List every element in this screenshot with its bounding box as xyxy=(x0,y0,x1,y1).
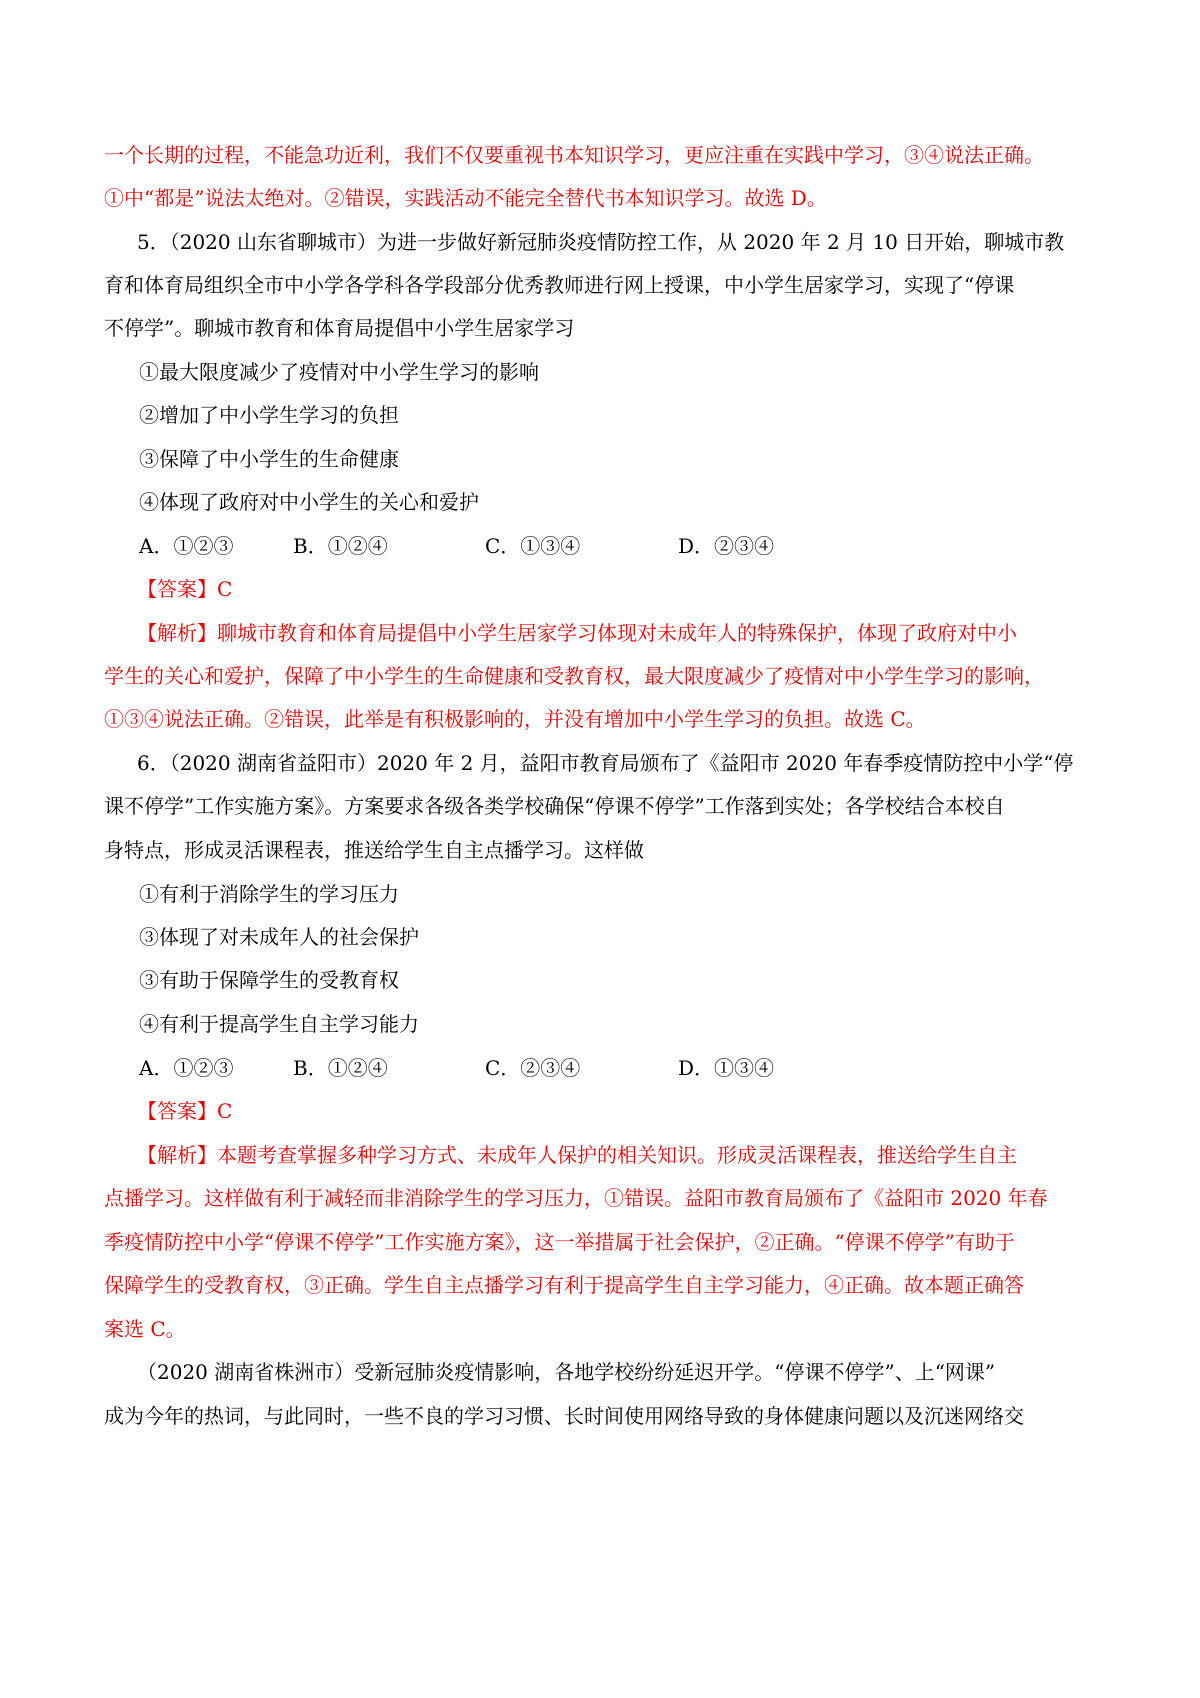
q5-option-b: B．①②④ xyxy=(293,534,388,558)
answer-label: 【答案】 xyxy=(137,1099,217,1123)
q6-item-1: ①有利于消除学生的学习压力 xyxy=(139,882,399,906)
analysis-label: 【解析】 xyxy=(137,621,217,645)
q5-answer xyxy=(137,575,232,603)
prev-analysis-line-2: ①中“都是”说法太绝对。②错误，实践活动不能完全替代书本知识学习。故选 D。 xyxy=(104,186,827,210)
q5-analysis-line-1 xyxy=(137,619,1017,647)
q6-stem-line-2: 课不停学”工作实施方案》。方案要求各级各类学校确保“停课不停学”工作落到实处；各学校结合本校自 xyxy=(104,794,1005,818)
q5-analysis-line-3: ①③④说法正确。②错误，此举是有积极影响的，并没有增加中小学生学习的负担。故选 C。 xyxy=(104,707,926,731)
q5-stem-line-2: 育和体育局组织全市中小学各学科各学段部分优秀教师进行网上授课，中小学生居家学习，实现了“停课 xyxy=(104,273,1015,297)
q6-item-4: ④有利于提高学生自主学习能力 xyxy=(139,1012,419,1036)
q5-item-3: ③保障了中小学生的生命健康 xyxy=(139,447,399,471)
q5-option-a: A．①②③ xyxy=(139,534,234,558)
analysis-label: 【解析】 xyxy=(137,1143,217,1167)
answer-value: C xyxy=(217,577,233,601)
q5-option-c: C．①③④ xyxy=(485,534,581,558)
prev-analysis-line-1: 一个长期的过程，不能急功近利，我们不仅要重视书本知识学习，更应注重在实践中学习，③④说法正确。 xyxy=(104,143,1044,167)
q6-analysis-line-1 xyxy=(137,1141,1017,1169)
q6-stem-line-3: 身特点，形成灵活课程表，推送给学生自主点播学习。这样做 xyxy=(104,838,644,862)
q6-analysis-line-5: 案选 C。 xyxy=(104,1317,186,1341)
q6-option-b: B．①②④ xyxy=(293,1056,388,1080)
q6-option-d: D．①③④ xyxy=(678,1056,775,1080)
q7-stem-line-1: （2020 湖南省株洲市）受新冠肺炎疫情影响，各地学校纷纷延迟开学。“停课不停学”、上“网课” xyxy=(137,1360,996,1384)
q6-option-c: C．②③④ xyxy=(485,1056,581,1080)
q6-option-a: A．①②③ xyxy=(139,1056,234,1080)
answer-value: C xyxy=(217,1099,233,1123)
q5-option-d: D．②③④ xyxy=(678,534,775,558)
q5-analysis-line-2: 学生的关心和爱护，保障了中小学生的生命健康和受教育权，最大限度减少了疫情对中小学生学习的影响， xyxy=(104,664,1044,688)
analysis-text: 本题考查掌握多种学习方式、未成年人保护的相关知识。形成灵活课程表，推送给学生自主 xyxy=(217,1143,1017,1167)
q5-item-2: ②增加了中小学生学习的负担 xyxy=(139,403,399,427)
q5-item-1: ①最大限度减少了疫情对中小学生学习的影响 xyxy=(139,360,539,384)
q5-item-4: ④体现了政府对中小学生的关心和爱护 xyxy=(139,490,479,514)
q5-stem-line-3: 不停学”。聊城市教育和体育局提倡中小学生居家学习 xyxy=(104,316,575,340)
q6-analysis-line-4: 保障学生的受教育权，③正确。学生自主点播学习有利于提高学生自主学习能力，④正确。故本题正确答 xyxy=(104,1273,1024,1297)
q6-item-3: ③有助于保障学生的受教育权 xyxy=(139,968,399,992)
q6-item-2: ③体现了对未成年人的社会保护 xyxy=(139,925,419,949)
answer-label: 【答案】 xyxy=(137,577,217,601)
q6-analysis-line-3: 季疫情防控中小学“停课不停学”工作实施方案》，这一举措属于社会保护，②正确。“停课不停学”有助于 xyxy=(104,1230,1015,1254)
q5-stem-line-1: 5．（2020 山东省聊城市）为进一步做好新冠肺炎疫情防控工作，从 2020 年 2 月 10 日开始，聊城市教 xyxy=(137,230,1065,254)
q6-answer xyxy=(137,1097,232,1125)
q6-stem-line-1: 6．（2020 湖南省益阳市）2020 年 2 月，益阳市教育局颁布了《益阳市 2020 年春季疫情防控中小学“停 xyxy=(137,751,1074,775)
analysis-text: 聊城市教育和体育局提倡中小学生居家学习体现对未成年人的特殊保护，体现了政府对中小 xyxy=(217,621,1017,645)
q6-analysis-line-2: 点播学习。这样做有利于减轻而非消除学生的学习压力，①错误。益阳市教育局颁布了《益阳市 2020 年春 xyxy=(104,1186,1048,1210)
q7-stem-line-2: 成为今年的热词，与此同时，一些不良的学习习惯、长时间使用网络导致的身体健康问题以及沉迷网络交 xyxy=(104,1404,1024,1428)
